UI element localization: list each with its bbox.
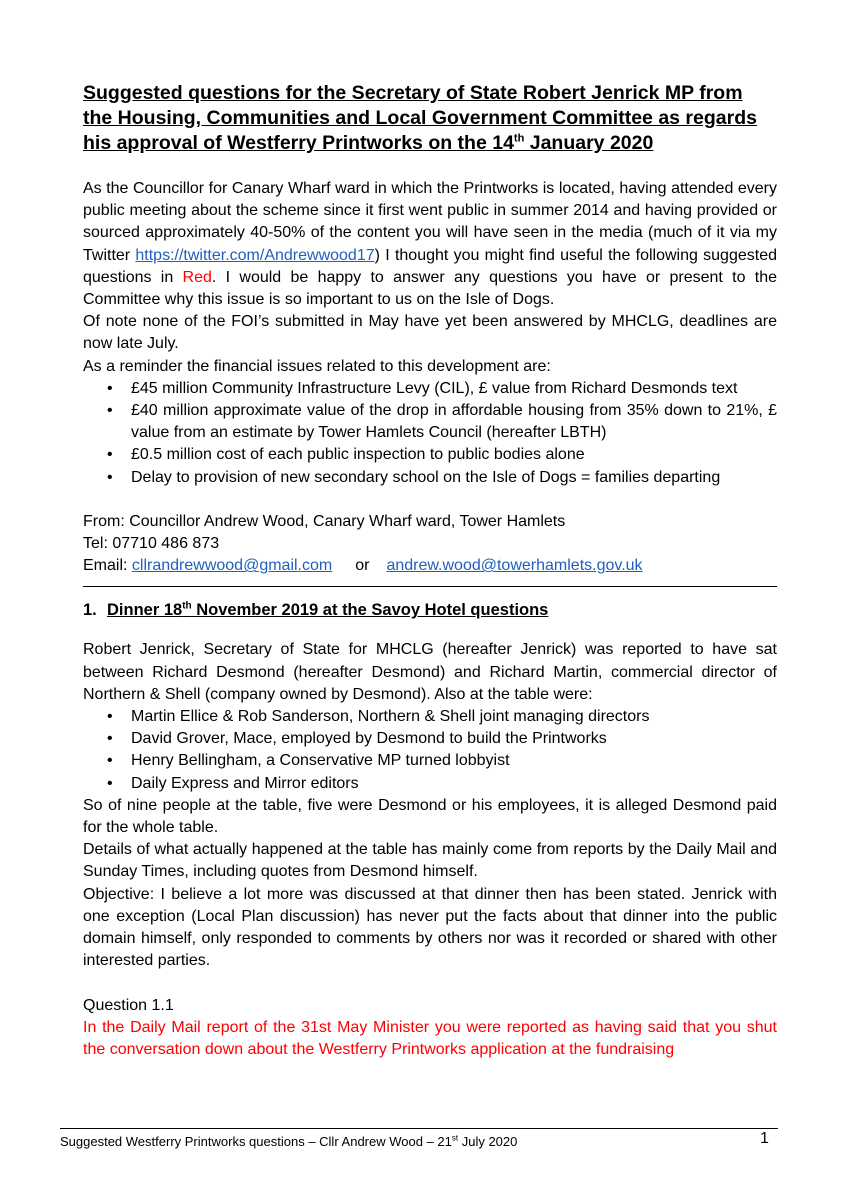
document-title xyxy=(83,81,777,156)
list-item: • £40 million approximate value of the drop in affordable housing from 35% down to 21%, £ value from an estimate by Tower Hamlets Council (hereafter LBTH) xyxy=(131,400,777,444)
email-link-gmail[interactable]: cllrandrewwood@gmail.com xyxy=(131,557,333,575)
list-item: • Delay to provision of new secondary school on the Isle of Dogs = families departing xyxy=(131,467,777,489)
financial-issues-list xyxy=(83,378,777,489)
section-1-heading xyxy=(83,599,777,621)
section-1-paragraph: Robert Jenrick, Secretary of State for MHCLG (hereafter Jenrick) was reported to have sat between Richard Desmond (hereafter Desmond) and Richard Martin, commercial director of Northern & Shell (company owned by Desmond). Also at the table were: xyxy=(83,641,777,703)
section-title-text: Dinner 18 xyxy=(107,601,183,620)
title-text: Suggested questions for the Secretary of State Robert Jenrick MP from the Housing, Communities and Local Government Committee as regards his approval of Westferry Printworks on the 14 xyxy=(83,82,757,154)
contact-email xyxy=(83,555,777,577)
foi-note: Of note none of the FOI’s submitted in May have yet been answered by MHCLG, deadlines are now late July. xyxy=(83,313,777,353)
section-number: 1. xyxy=(83,601,97,620)
intro-paragraph xyxy=(83,178,777,311)
section-title xyxy=(107,601,548,619)
question-label: Question 1.1 xyxy=(83,996,174,1014)
objective-paragraph: Objective: I believe a lot more was discussed at that dinner then has been stated. Jenrick with one exception (Local Plan discussion) has never put the facts about that dinner into the public domain himself, only responded to comments by others nor was it recorded or shared with other interested parties. xyxy=(83,885,777,970)
section-1-paragraph-2: So of nine people at the table, five were Desmond or his employees, it is alleged Desmond paid for the whole table. xyxy=(83,796,777,837)
page-number: 1 xyxy=(760,1130,769,1147)
question-text: In the Daily Mail report of the 31st May Minister you were reported as having said that you shut the conversation down about the Westferry Printworks application at the fundraising xyxy=(83,1018,777,1058)
title-text-end: January 2020 xyxy=(524,132,654,154)
footer-label-end: July 2020 xyxy=(458,1134,518,1149)
list-item: • Martin Ellice & Rob Sanderson, Northern & Shell joint managing directors xyxy=(131,706,777,728)
list-item: • David Grover, Mace, employed by Desmond to build the Printworks xyxy=(131,728,777,750)
section-title-text-end: November 2019 at the Savoy Hotel questions xyxy=(191,601,549,620)
intro-text-3: . I would be happy to answer any questions you have or present to the Committee why this issue is so important to us on the Isle of Dogs. xyxy=(83,268,778,309)
section-divider xyxy=(83,586,777,587)
list-item: • Daily Express and Mirror editors xyxy=(131,773,777,795)
list-item: • £0.5 million cost of each public inspection to public bodies alone xyxy=(131,444,777,466)
dinner-attendees-list xyxy=(83,706,777,795)
footer-text xyxy=(60,1133,517,1150)
footer-rule xyxy=(60,1128,778,1129)
intro-text: As the Councillor for Canary Wharf ward in which the Printworks is located, having attended every public meeting about the scheme since it first went public in summer 2014 and having provided or sourced approximately 40-50% of the content you will have seen in the media (much of it via my Twitter xyxy=(83,180,777,264)
email-link-council[interactable]: andrew.wood@towerhamlets.gov.uk xyxy=(386,557,643,575)
title-superscript: th xyxy=(513,132,525,145)
red-word: Red xyxy=(182,268,212,286)
page-content xyxy=(83,81,777,1061)
spacer xyxy=(83,489,777,511)
contact-from: From: Councillor Andrew Wood, Canary Wharf ward, Tower Hamlets xyxy=(83,512,566,530)
financial-intro: As a reminder the financial issues related to this development are: xyxy=(83,357,551,375)
list-item: • Henry Bellingham, a Conservative MP turned lobbyist xyxy=(131,750,777,772)
list-item: • £45 million Community Infrastructure Levy (CIL), £ value from Richard Desmonds text xyxy=(131,378,777,400)
email-or: or xyxy=(355,557,370,575)
footer-superscript: st xyxy=(451,1133,459,1143)
twitter-link[interactable]: https://twitter.com/Andrewwood17 xyxy=(135,246,375,264)
section-1-paragraph-3: Details of what actually happened at the table has mainly come from reports by the Daily Mail and Sunday Times, including quotes from Desmond himself. xyxy=(83,841,777,881)
email-label: Email: xyxy=(83,557,132,575)
contact-tel: Tel: 07710 486 873 xyxy=(83,535,220,553)
section-title-superscript: th xyxy=(182,600,192,612)
footer-label: Suggested Westferry Printworks questions – Cllr Andrew Wood – 21 xyxy=(60,1134,452,1149)
intro-text-2: ) I thought you might find useful the following suggested questions in xyxy=(83,246,777,286)
spacer xyxy=(83,973,777,995)
